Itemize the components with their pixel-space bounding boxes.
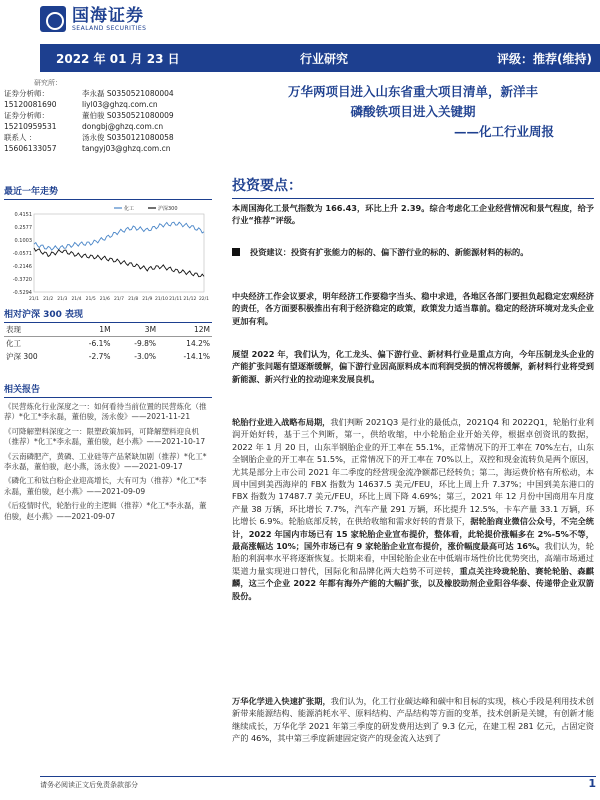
y-tick-label: -0.5294 [12, 290, 32, 296]
trend-chart-panel [4, 180, 212, 304]
related-report-link[interactable]: 《云南磷肥产，黄磷、工业硅等产品紧缺加剧（推荐）*化工*李永磊，董伯骏，赵小燕，汤永俊》——2021-09-17 [4, 451, 207, 472]
x-tick-label: 21/7 [113, 297, 125, 302]
x-tick-label: 21/9 [142, 297, 153, 302]
brand-logo [40, 6, 146, 32]
p4-text: 我们认为，化工龙头、偏下游行业、新材料行业是重点方向，今年压制龙头企业的产能扩张问题有望逐渐缓解，偏下游行业因高原料成本而利润受损的情况将缓解，新材料行业将受到新能源、新兴行业的拉动迎来发展良机。 [232, 349, 594, 384]
x-tick-label: 21/11 [169, 297, 183, 302]
x-tick-label: 21/3 [57, 297, 68, 302]
analyst-section-label: 研究所： [34, 79, 62, 87]
related-report-link[interactable]: 《后疫情时代，轮胎行业的主逻辑（推荐）*化工*李永磊，董伯骏，赵小燕》——2021-09-07 [4, 501, 207, 521]
analyst-key: 联系人 ： [4, 133, 37, 142]
x-tick-label: 21/12 [183, 297, 197, 302]
y-tick-label: -0.0571 [12, 251, 32, 257]
y-tick-label: 0.2577 [14, 225, 32, 231]
perf-cell: -9.8% [134, 339, 157, 348]
x-tick-label: 21/1 [28, 297, 40, 302]
legend-label: 沪深300 [158, 206, 178, 212]
perf-cell: 化工 [6, 339, 21, 348]
report-title-line1: 万华两项目进入山东省重大项目清单，新洋丰 [287, 84, 538, 99]
report-header-bar [40, 44, 600, 72]
analyst-email[interactable]: dongbj@ghzq.com.cn [82, 122, 164, 131]
related-reports-panel [4, 378, 212, 522]
relative-performance-title: 相对沪深 300 表现 [4, 307, 212, 323]
table-row [4, 350, 212, 363]
analyst-row [4, 110, 212, 121]
chart-frame [34, 214, 204, 292]
analyst-key: 15120081690 [4, 100, 57, 109]
related-report-link[interactable]: 《磷化工和钛白粉企业迎高增长，大有可为（推荐）*化工*李永磊，董伯骏，赵小燕》——2021-09-09 [4, 476, 207, 496]
perf-cell: -6.1% [88, 339, 111, 348]
p6-lead: 万华化学进入快速扩张期， [232, 696, 331, 706]
y-tick-label: -0.3720 [12, 277, 32, 283]
report-title-block [232, 82, 594, 142]
relative-performance-panel [4, 303, 212, 363]
perf-cell: -14.1% [183, 352, 210, 361]
report-subtitle: ——化工行业周报 [453, 124, 554, 139]
x-tick-label: 21/4 [71, 297, 82, 302]
bullet-square-icon [232, 248, 240, 256]
y-tick-label: -0.2146 [12, 264, 32, 270]
x-tick-label: 21/10 [155, 297, 168, 302]
related-report-link[interactable]: 《可降解塑料深度之一：限塑政策加码，可降解塑料迎良机（推荐）*化工*李永磊，董伯骏，赵小燕》——2021-10-17 [4, 426, 206, 447]
trend-chart-title: 最近一年走势 [4, 184, 212, 200]
p4-lead: 展望 2022 年， [232, 349, 295, 359]
report-date: 2022 年 01 月 23 日 [56, 51, 180, 66]
key-points-heading: 投资要点： [232, 175, 594, 199]
sealand-logo-icon [40, 6, 66, 32]
brand-name-cn: 国海证券 [72, 5, 144, 26]
y-tick-label: 0.4151 [14, 212, 32, 218]
analyst-row [4, 88, 212, 99]
analyst-key: 证券分析师： [4, 111, 49, 120]
related-report-link[interactable]: 《民营炼化行业深度之一：如何看待当前位置的民营炼化（推荐）*化工*李永磊，董伯骏，汤永俊》——2021-11-21 [4, 402, 207, 422]
trend-chart [4, 200, 212, 304]
p6-text: 我们认为，化工行业碳达峰和碳中和目标的实现，核心手段是利用技术创新带来能源结构、能源消耗水平、原料结构、产品结构等方面的变革，技术创新是关键，有创新才能继续成长，万华化学 2021 年第三季度的研发费用达到了 9.3 亿元，在建工程 281 亿元，占固定资产的 46%，其中第三季度新建固定资产的现金流入达到了 [232, 696, 594, 744]
perf-header: 1M [99, 325, 111, 334]
body-paragraph-6 [232, 695, 594, 745]
perf-cell: -2.7% [88, 352, 111, 361]
investment-advice-text: 投资建议：投资有扩张能力的标的、偏下游行业的标的、新能源材料的标的。 [250, 247, 529, 257]
analyst-row [4, 99, 212, 110]
p5-bold: 据轮胎商业微信公众号，不完全统计，2022 年国内市场已有 15 家轮胎企业宣布提价，整体看，此轮提价涨幅多在 2%-5%不等，最高涨幅达 10%；国外市场已有 9 家轮胎企业宣布提价，涨价幅度最高可达 16%。 [232, 516, 594, 552]
analyst-row [4, 143, 212, 154]
series-line-hs300 [34, 248, 204, 277]
p1-text: 本周国海化工景气指数为 166.43，环比上升 2.39。综合考虑化工企业经营情况和景气程度，给予行业“推荐”评级。 [232, 203, 594, 226]
x-tick-label: 21/2 [43, 297, 54, 302]
analyst-value: 李永磊 S0350521080004 [82, 89, 174, 98]
p5-bold-2: 重点关注玲珑轮胎、赛轮轮胎、森麒麟，这三个企业 2022 年都有海外产能的大幅扩张，以及橡胶助剂企业阳谷华泰、传递带企业双箭股份。 [232, 565, 594, 601]
perf-cell: -3.0% [134, 352, 157, 361]
analyst-value: 汤永俊 S0350121080058 [82, 133, 174, 142]
perf-cell: 沪深 300 [6, 352, 38, 361]
x-tick-label: 22/1 [198, 297, 210, 302]
perf-cell: 14.2% [186, 339, 210, 348]
body-paragraph-4 [232, 348, 594, 385]
y-tick-label: 0.1003 [14, 238, 32, 244]
report-rating: 评级：推荐(维持) [497, 51, 592, 66]
analyst-value: 董伯骏 S0350521080009 [82, 111, 174, 120]
report-category: 行业研究 [300, 51, 349, 66]
analyst-email[interactable]: tangyj03@ghzq.com.cn [82, 144, 171, 153]
body-paragraph-5 [232, 416, 594, 602]
x-tick-label: 21/8 [128, 297, 139, 302]
perf-header: 3M [144, 325, 157, 334]
x-tick-label: 21/5 [85, 297, 96, 302]
analyst-key: 15210959531 [4, 122, 57, 131]
x-tick-label: 21/6 [99, 297, 110, 302]
body-paragraph-3 [232, 290, 594, 327]
footer-disclaimer: 请务必阅读正文后免责条款部分 [40, 781, 138, 789]
analyst-key: 证券分析师： [4, 89, 49, 98]
related-reports-title: 相关报告 [4, 382, 212, 398]
perf-header: 表现 [6, 325, 21, 334]
body-paragraph-1 [232, 202, 594, 227]
analyst-row [4, 132, 212, 143]
page-footer [40, 776, 596, 790]
perf-header: 12M [193, 325, 210, 334]
p5-text: 我们判断 2021Q3 是行业的最低点，2021Q4 和 2022Q1，轮胎行业利润开始好转，基于三个判断，第一，供给收缩，中小轮胎企业开始关停，根据卓创资讯的数据，2022 年 1 月 20 日，山东半钢胎企业的开工率在 55.1%，正常情况下的开工率在 70%左右，山东全钢胎企业的开工率在 51.5%，正常情况下的开工率在 70%以上，双控和现金流转负是两个原因，尤其是部分上市公司 2021 年二季度的经营现金流净额都已经转负；第二，海运费价格有所松动，本周中国到美西海岸的 FBX 指数为 14637.5 美元/FEU，环比上周上升 7.37%；中国到美东港口的 FBX 指数为 17487.7 美元/FEU，环比上周下降 4.69%；第三，2021 年 12 月份中国商用车月度产量 38 万辆，环比增长 7.7%，汽车产量 291 万辆，环比提升 12.5%，卡车产量 33.1 万辆，环比增长 6.9%。轮胎底部反转，在供给收缩和需求好转的背景下， [232, 417, 594, 527]
p5-lead: 轮胎行业进入战略布局期， [232, 417, 331, 427]
analyst-email[interactable]: liyl03@ghzq.com.cn [82, 100, 158, 109]
p5-text-2: 我们认为，轮胎的利润率水平将逐渐恢复。长期来看，中国轮胎企业在中低端市场性价比优势突出，高端市场通过渠道力量实现进口替代，国际化和品牌化两大趋势不可逆转， [232, 541, 594, 576]
relative-performance-table [4, 323, 212, 363]
brand-name-en: SEALAND SECURITIES [72, 24, 147, 32]
series-line-chemical [34, 222, 204, 250]
investment-advice [232, 246, 594, 258]
analyst-key: 15606133057 [4, 144, 57, 153]
legend-label: 化工 [124, 206, 135, 212]
report-title-line2: 磷酸铁项目进入关键期 [350, 104, 476, 119]
page-number: 1 [588, 777, 596, 790]
analyst-panel [4, 78, 212, 154]
analyst-row [4, 121, 212, 132]
table-row [4, 337, 212, 351]
p3-text: 中央经济工作会议要求，明年经济工作要稳字当头、稳中求进，各地区各部门要担负起稳定宏观经济的责任，各方面要积极推出有利于经济稳定的政策，政策发力适当靠前。稳定的经济环境对龙头企业更加有利。 [232, 291, 594, 326]
